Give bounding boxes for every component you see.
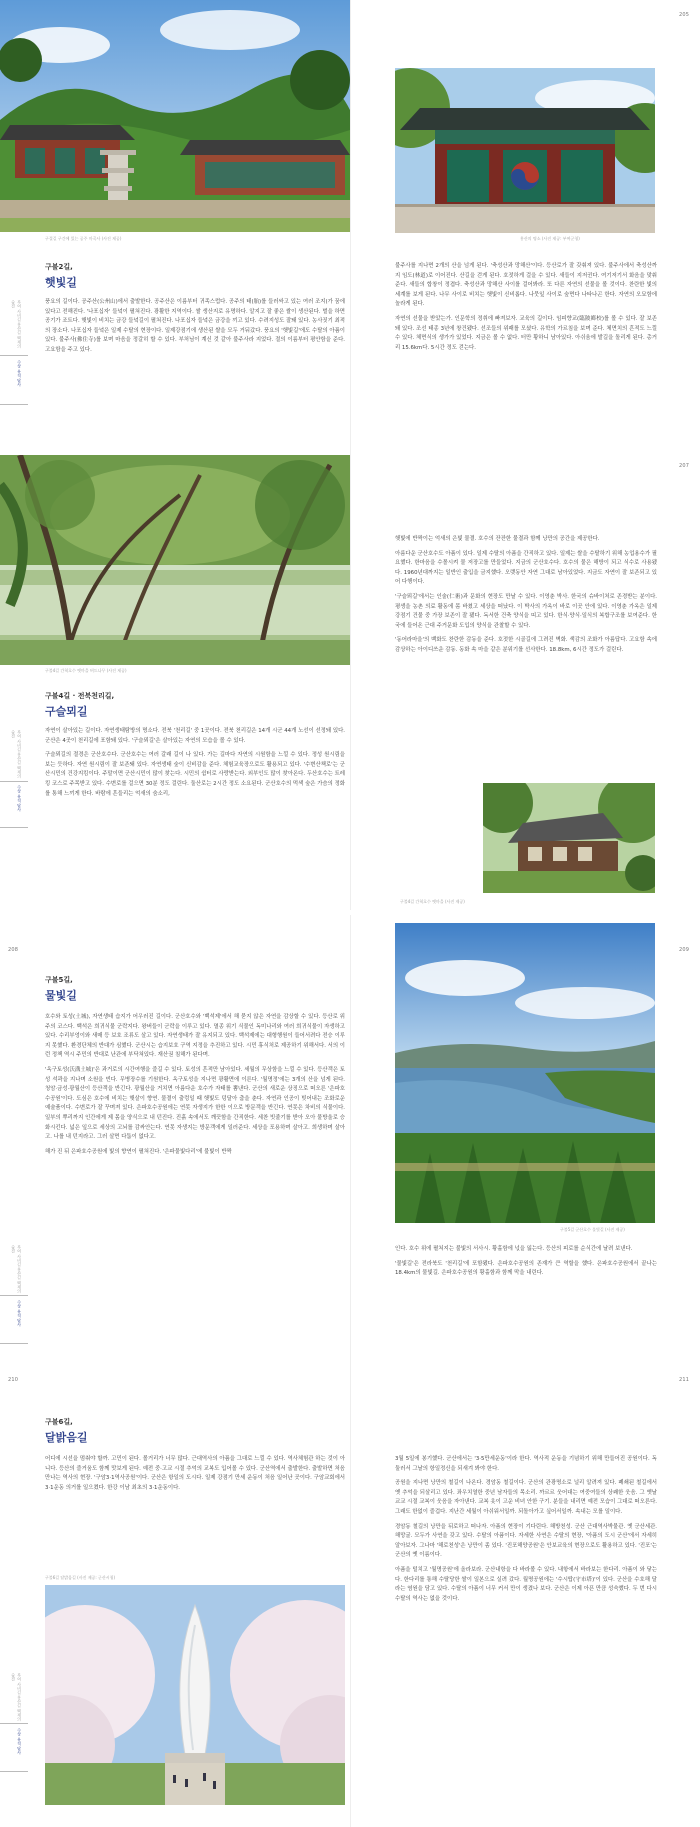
temple-gate-photo (395, 68, 655, 233)
photo-caption-left: 구불6길 달밝음길 (사진 제공: 군산시청) (45, 1575, 116, 1580)
spread-3 (0, 915, 700, 1373)
route-heading (45, 691, 114, 719)
side-tab-chapter: 수상 유적 답사 (17, 1728, 22, 1755)
historic-house-photo (483, 783, 655, 893)
lake-aerial-photo (395, 923, 655, 1223)
side-divider (0, 355, 28, 356)
gutter (350, 1373, 351, 1827)
side-tab-section: 부여 사비길 홍산길 백제의숨결 (11, 1673, 22, 1721)
body-text-right (395, 1455, 657, 1609)
body-text-right (395, 535, 657, 661)
paragraph: 불주사를 지나면 2개의 산을 넘게 된다. '축성산과 망해산'이다. 등산로가 잘 갖춰져 있다. 불주사에서 축성산까지 임도(林道)로 이어진다. 산길을 걷게 된다. 호젓하게 걸을 수 있다. 새들이 지저귄다. 여기저기서 화음을 맞춰준다. 새들의 합창이 정겹다. 축성산과 망해산 사이를 걸어봐라. 또 다른 자연의 선물을 볼 것이다. 찬란한 빛의 세계를 보게 된다. 나무 사이로 비치는 햇빛이 신비롭다. 나뭇잎 사이로 숲면다 나타나곤 한다. 자연의 오묘함에 놀라게 된다. (395, 263, 657, 308)
paragraph: '옥구토성(沃溝土城)'은 과거로의 시간여행을 즐길 수 있다. 토성의 흔적만 남아있다. 세월의 무상함을 느낄 수 있다. 등산객은 토성 석곽을 지나며 소원을 빈다. 무병장수를 기원한다. 옥구토성을 지나면 광활면에 이른다. '월명정'에는 3개의 산을 넘게 된다. 청암·금성·광월산이 등산객을 반긴다. 광월산을 거치면 아름다운 호수가 자태를 뽐낸다. 군산의 새로운 상징으로 떠오른 '은파호수공원'이다. 도심은 호수에 비치는 햇살이 향연. 물결이 출렁일 때 햇빛도 덩달아 춤을 춘다. 자연과 인공이 빚어내는 조화로운 예술품이다. 수변로가 잘 꾸며져 있다. 은파호수공원에는 연못 자생지가 한한 이으로 방문객을 반긴다. 연못은 차비의 식물이다. 일부의 뿌리까지 인간에게 제 몸을 양식으로 내 던진다. 진흙 속에서도 깨끗함을 간직한다. 세찬 빗줄기를 받아 오아 물방울로 승화시킨다. 넓은 잎으로 세상의 고뇌를 감싸안는다. 연못 자생지는 방문객에게 일러준다. 세상을 포용하며 살아고. 희생하며 살아고. 나를 내 던지라고. 그러 살면 다툼이 없다고. (45, 1066, 345, 1141)
body-text-left (45, 1455, 345, 1498)
side-tab-section: 부여 사비길 홍산길 백제의숨결 (11, 1245, 22, 1293)
paragraph: '물빛길'은 전라북도 '천리길'에 포함됐다. 은파호수공원의 존재가 큰 역할을 했다. 은파호수공원에서 끝나는 18.4km의 물빛길. 은파호수공원의 황홀함과 함께 막을 내린다. (395, 1260, 657, 1277)
route-heading (45, 1417, 88, 1445)
paragraph: 호수와 토성(土城), 자연생태 습지가 어우러진 길이다. 군산호수와 '백석제'에서 해 묻지 않은 자연을 감상할 수 있다. 등산로 위주의 코스다. 백석은 희귀식물 군락지다. 왕버들이 군락을 이루고 있다. 멸종 위기 식물인 독미나리와 여러 희귀식물이 자생하고 있다. 수리부엉이와 새매 등 보호 조류도 살고 있다. 자연생태가 잘 유지되고 있다. 백석제에는 대형행원이 들어서려다 전승 이루지 못했다. 환경단체의 반대가 심했다. 군산시는 습지보호 구역 지정을 추진하고 있다. 시민 휴식처로 제공하기 위해서다. 서의 이런 정책 역시 주민의 반대로 난관에 부닥쳐있다. 재산권 침해가 된다며. (45, 1014, 345, 1059)
paragraph: 아름다운 군산호수도 아픔이 있다. 일제 수탈의 아픔을 간직하고 있다. 일제는 쌀을 수탈하기 위해 농업용수가 필요했다. 한마음을 수몰시켜 물 저장고를 만들었다. 지금의 군산호수다. 호수의 물은 해방이 되고 식수로 사용됐다. 1960년대까지는 일반인 출입을 금지했다. 오랫동안 자연 그대로 남아있었다. 지금도 자연이 잘 보존되고 있어 다행이다. (395, 550, 657, 586)
paragraph: 자연의 선물을 받았는가. 인문학의 정취에 빠져보자. 교육의 길이다. 임피향교(臨陂鄕校)를 볼 수 있다. 잘 보존돼 있다. 조선 태종 3년에 창건됐다. 선조들의 위패를 모셨다. 유학의 가르침을 보며 준다. 체면치의 흔적도 느낄 수 있다. 체면식의 생가가 있었다. 지금은 볼 수 없다. 터만 황하니 남아있다. 아쉬움에 발길을 돌리게 된다. 총거리 15.6km다. 5시간 정도 걷는다. (395, 315, 657, 351)
side-divider (0, 404, 28, 405)
page-number-right: 211 (679, 1377, 690, 1383)
spread-2 (0, 455, 700, 910)
paragraph: '동어라마을'의 백화도 찬란한 감동을 준다. 호젓한 시골길에 그려진 벽화. 색감의 조화가 아름답다. 고요함 속에 감상하는 아이디쓰운 감동. 동화 속 마을 같은 분위기를 선사한다. 18.8km, 6시간 정도가 걸린다. (395, 637, 657, 653)
gutter (350, 915, 351, 1373)
page-number-right: 207 (679, 463, 690, 469)
page-number-right: 209 (679, 947, 690, 953)
spread-4 (0, 1373, 700, 1827)
route-title: 물빛길 (45, 989, 77, 1002)
side-tab-chapter: 수상 유적 답사 (17, 785, 22, 812)
photo-caption-right: 구불4길 간척호수 옛마을 (사진 제공) (400, 899, 465, 904)
page-number-left: 208 (8, 947, 19, 953)
side-divider (0, 1343, 28, 1344)
paragraph: 어디에 시선을 멈춰야 할까. 고민이 된다. 볼거리가 너무 많다. 근대역사의 아픔을 그대로 느낄 수 있다. 역사체험관 하는 것이 아니다. 등산의 즐거움도 함께 맛보게 된다. 예전 중·고교 시절 추억의 교복도 입어볼 수 있다. 군산역에서 출발한다. 출발하면 처음 만나는 역사의 현장. '구암3·1역사공원'이다. 군산은 항일의 도시다. 일제 강점기 만세 운동이 처음 일어난 곳이다. 구암교회에서 3·1운동 의거를 일으켰다. 한강 이남 최초의 3·1운동이다. (45, 1456, 345, 1491)
body-text-left (45, 1013, 345, 1162)
paragraph: 해가 진 뒤 은파호수공원에 빛의 향연이 펼쳐진다. '은파물빛다리'에 불빛이 반짝 (45, 1148, 232, 1155)
route-title: 햇빛길 (45, 276, 77, 289)
gutter (350, 0, 351, 455)
side-divider (0, 827, 28, 828)
paragraph: 풍요의 길이다. 공주산(公州山)에서 출발한다. 공주산은 이름부터 귀족스럽다. 공주의 태(胎)를 들러싸고 있는 여러 조지(가 꿈에 있다고 전해진다. '나포십자' 들녘이 펼쳐진다. 광활한 지역이다. 쌀 생산지로 유명하다. 알지고 잘 좋은 쌀이 생산된다. 벌을 하면 공기가 조트다. 햇빛이 비치는 금강 들녘길이 펼쳐진다. 나포십자 들녘은 금강을 끼고 있다. 수려지성도 잘돼 있다. 농사짓기 최적의 장소다. 나포십자 들녘은 일제 수탈의 현장이다. 일제강점기에 생산된 쌀을 모두 거둬갔다. 풍요의 '햇빛길'에도 수탈의 아픔이 있다. 불주사(佛住寺)를 보며 마음을 정갈히 할 수 있다. 부처님이 계신 것 같아 불주사라 지었다. 절의 이름부터 평안함을 준다. 고요함을 주고 있다. (45, 299, 345, 353)
side-divider (0, 1295, 28, 1296)
route-heading (45, 975, 77, 1003)
route-title: 달밝음길 (45, 1431, 88, 1444)
side-tab-section: 부여 사비길 홍산길 백제의숨결 (11, 730, 22, 778)
paragraph: 3월 5일에 봉기했다. 군산에서는 '3·5만세운동'이라 한다. 역사적 운동을 기념하기 위해 만들어진 공원이다. 독 둘러서 그날의 항일정신을 되새겨 봐야 한다. (395, 1456, 657, 1472)
body-text-left (45, 298, 345, 361)
photo-caption-right: 홍산의 명소 (사진 제공: 부여군청) (520, 236, 580, 241)
body-text-left (45, 727, 345, 804)
paragraph: 햇빛에 반짝이는 억새의 은빛 물결. 호수의 잔잔한 물결과 함께 낭만의 공간을 제공한다. (395, 536, 600, 542)
side-tab-section: 부여 사비길 홍산길 백제의숨결 (11, 300, 22, 348)
photo-caption-right: 구불5길 군산호수 물빛길 (사진 제공) (560, 1227, 625, 1232)
route-subtitle: 구불6길, (45, 1418, 73, 1426)
side-tab-chapter: 수상 유적 답사 (17, 1300, 22, 1327)
side-divider (0, 1771, 28, 1772)
photo-caption-left: 구절길 구간에 있는 공주 마곡사 (사진 제공) (45, 236, 122, 241)
side-divider (0, 1723, 28, 1724)
temple-pagoda-photo (0, 0, 350, 232)
paragraph: 아픔을 털치고 '월명공원'에 올라보라. 군산내항을 다 바라볼 수 있다. 내항에서 바라보는 한다리. 아픔이 와 닿는다. 한다리를 통해 수탈당한 쌀이 일본으로 실려 갔다. 월명공원에는 '수시탑(守市塔)'이 있다. 군산을 수호해 달라는 염원을 담고 있다. 수탈의 아픔이 너무 커서 만이 생겼나 보다. 군산은 이제 아픈 만큼 성숙했다. 두 번 다시 수탈의 역사는 없을 것이다. (395, 1566, 657, 1602)
photo-caption-left: 구불4길 간척호수 옛마을 버드나무 (사진 제공) (45, 668, 127, 673)
paragraph: '구슬뫼길'에서는 인술(仁術)과 문화의 현장도 만날 수 있다. 이영춘 박사. 한국의 슈바이처로 존경받는 분이다. 평생을 농촌 의료 활동에 몸 바쳤고 세상을 떠났다. 이 박사의 가옥이 바로 이곳 안에 있다. 이영춘 가옥은 일제 강점기 건물 중 가장 보존이 잘 됐다. 독서한 건축 양식을 띠고 있다. 한식·양식·일식의 복합구조를 보여준다. 한국에 들어온 근대 주거문화 도입의 양식을 관찰할 수 있다. (395, 593, 657, 629)
paragraph: 경암동 철길의 낭만을 뒤로하고 떠나자. 아픔의 현장이 기다린다. 해방천성. 군산 근대역사박물관. 옛 군산세관. 해망굴. 모두가 사연을 갖고 있다. 수탈의 아픔이다. 자세한 사연은 수탈의 현장, '아픔의 도시 군산'에서 자세히 알아보자. 그나마 '해로천성'은 낭만이 좀 있다. '진포해양공원'은 안보교육의 현장으로도 활용하고 있다. '진포'는 군산의 옛 이름이다. (395, 1523, 658, 1559)
paragraph: 인다. 호수 위에 펼쳐지는 불빛의 서사시. 황홀함에 넋을 잃는다. 등산의 피로를 순식간에 날려 보낸다. (395, 1246, 633, 1252)
body-text-right (395, 1245, 657, 1284)
side-tab-chapter: 수상 유적 답사 (17, 360, 22, 387)
spread-1 (0, 0, 700, 455)
route-heading (45, 262, 77, 290)
page-number-left: 210 (8, 1377, 19, 1383)
route-subtitle: 구불5길, (45, 976, 73, 984)
page-number-right: 205 (679, 12, 690, 18)
monument-blossom-photo (45, 1585, 345, 1805)
side-divider (0, 781, 28, 782)
route-title: 구슬뫼길 (45, 705, 88, 718)
lake-willow-photo (0, 455, 350, 665)
route-subtitle: 구불2길, (45, 263, 73, 271)
paragraph: 공원을 지나면 낭만의 철길이 나온다. 경암동 철길이다. 군산의 관광명소로 널리 알려져 있다. 폐쇄된 철길에서 옛 추억을 되살리고 있다. 좌우치열한 중년 남자들의 목소리. 까르르 웃어대는 여중여들의 상쾌한 웃음. 그 옛날 교교 시절 교복이 웃음을 자아낸다. 교복 옷이 고운 비녀 안한 구기. 분들을 내리면 예전 모습이 그대로 떠오른다. 그래도 한없이 즐겁다. 지난간 세월이 아쉬워서일까. 되돌아가고 싶어서일까. 속내는 모를 일이다. (395, 1480, 657, 1515)
route-subtitle: 구불4길 · 전북천리길, (45, 692, 115, 700)
gutter (350, 455, 351, 910)
paragraph: 구슬뫼길의 절경은 군산호수다. 군산호수는 여러 갈래 길이 나 있다. 가는 길마다 자연의 시원함을 느낄 수 있다. 정성 원시림을 보는 듯하다. 자연 원시림이 잘 보존돼 있다. 자연생태 숲이 신비감을 준다. 체험교육장으로도 활용되고 있다. '수변산책로'는 군산시민의 건강지킴이다. 주말이면 군산시민이 많이 찾는다. 시민의 쉼터로 사랑받는다. 외부인도 많이 찾아온다. 두산호수는 트레킹 코스로 주목받고 있다. 수변로를 걸으면 30분 정도 걸린다. 둘산로는 2시간 정도 소요된다. 군산호수의 먹색 숲은 가슴의 정화를 통해 느끼게 한다. 바람에 흔들리는 억새의 숨소리, (45, 752, 345, 797)
paragraph: 자연이 살아있는 길이다. 자연생태탐방의 명소다. 전북 '천리길' 중 1곳이다. 전북 천리길은 14개 시군 44개 노선이 선정돼 있다. 군산은 4곳이 천리길에 포함돼 있다. '구슬뫼길'은 살아있는 자연의 모습을 볼 수 있다. (45, 728, 345, 744)
body-text-right (395, 262, 657, 358)
